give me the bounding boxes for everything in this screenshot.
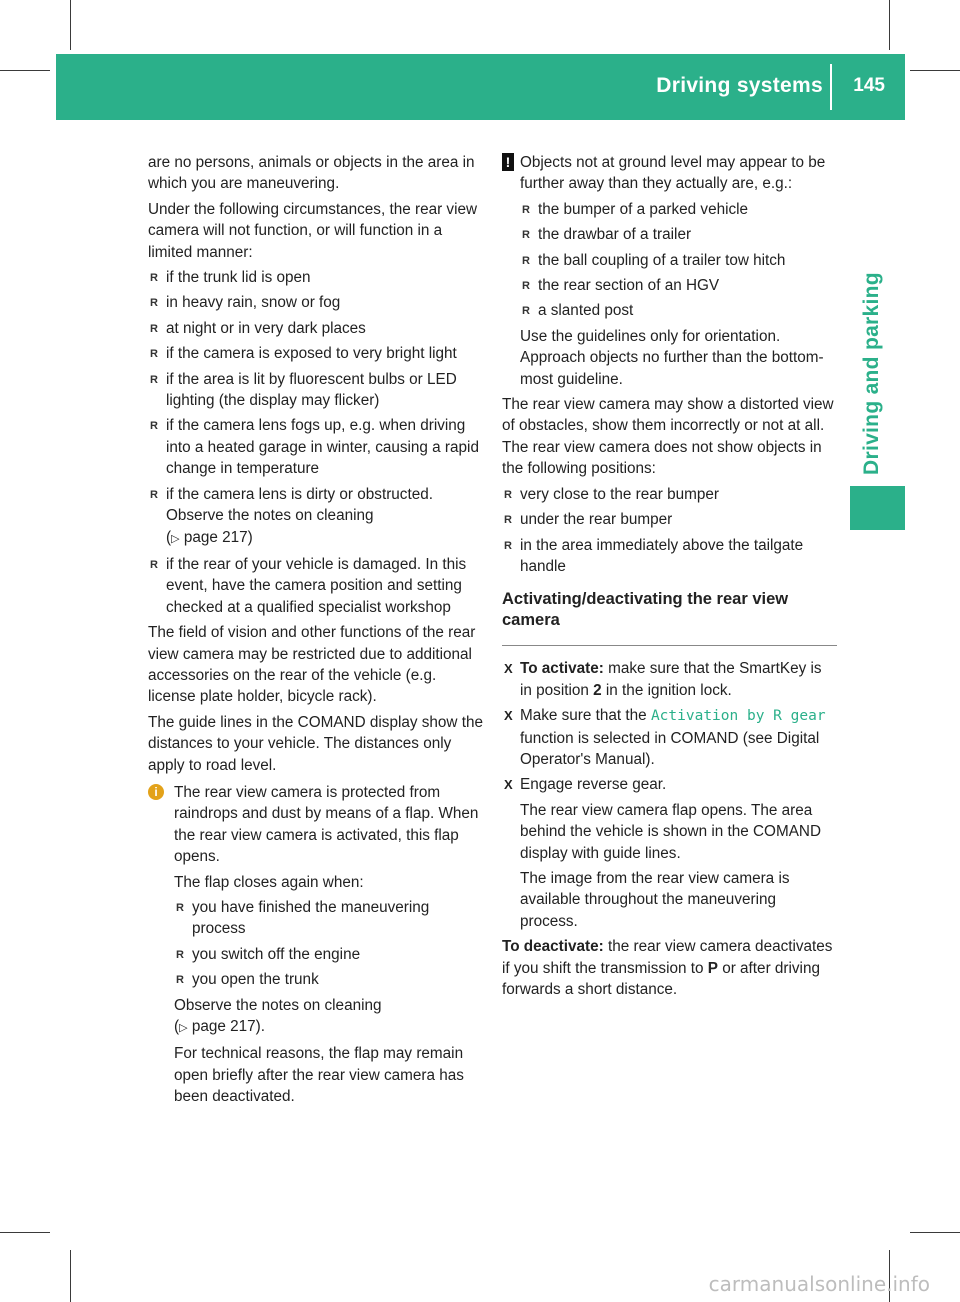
list-item: R very close to the rear bumper	[502, 484, 837, 505]
list-item-text: if the camera lens is dirty or obstructed. Observe the notes on cleaning	[166, 485, 433, 525]
list-item: R in heavy rain, snow or fog	[148, 292, 483, 313]
key-position: 2	[593, 681, 602, 699]
paragraph: The field of vision and other functions of the rear view camera may be restricted due to additional accessories on the rear of the vehicle (e.g. license plate holder, bicycle rack).	[148, 624, 476, 706]
crop-mark	[70, 1250, 71, 1302]
page-ref[interactable]: page 217).	[191, 1018, 265, 1036]
list-item: R under the rear bumper	[502, 509, 837, 530]
step-text: make sure that the SmartKey is in position	[520, 660, 822, 699]
list-item: R if the trunk lid is open	[148, 267, 483, 288]
step-label: To activate:	[520, 660, 604, 678]
list-item: R you have finished the maneuvering process	[174, 897, 483, 940]
list-item: R at night or in very dark places	[148, 318, 483, 339]
warning-text: Objects not at ground level may appear to be further away than they actually are, e.g.:	[520, 154, 826, 193]
list-item: R if the rear of your vehicle is damaged. In this event, have the camera position and setting checked at a qualified specialist workshop	[148, 554, 483, 618]
warning-text: Use the guidelines only for orientation. Approach objects no further than the bottom-most guideline.	[520, 327, 824, 388]
step-text: Make sure that the	[520, 707, 647, 725]
page-number: 145	[853, 75, 885, 96]
paragraph: The rear view camera may show a distorted view of obstacles, show them incorrectly or not at all. The rear view camera does not show objects in the following positions:	[502, 396, 834, 478]
deactivate-text: the rear view camera deactivates if you shift the transmission to	[502, 938, 833, 977]
section-title: Driving systems	[656, 74, 823, 97]
list-item: R the rear section of an HGV	[520, 275, 837, 296]
list-item: R if the camera lens fogs up, e.g. when driving into a heated garage in winter, causing a rapid change in temperature	[148, 415, 483, 479]
info-note	[148, 782, 483, 1108]
side-tab	[850, 120, 905, 485]
info-icon: i	[148, 784, 164, 800]
gear-position: P	[707, 959, 718, 977]
step-result: The image from the rear view camera is available throughout the maneuvering process.	[520, 869, 790, 930]
note-text: Observe the notes on cleaning (▷ page 217).	[174, 996, 382, 1036]
paragraph: Under the following circumstances, the rear view camera will not function, or will function in a limited manner:	[148, 200, 478, 261]
list-item: R if the camera is exposed to very bright light	[148, 343, 483, 364]
header-separator	[830, 64, 832, 110]
list-item: R the drawbar of a trailer	[520, 224, 837, 245]
note-text: For technical reasons, the flap may remain open briefly after the rear view camera has been deactivated.	[174, 1045, 464, 1106]
paragraph: The guide lines in the COMAND display show the distances to your vehicle. The distances only apply to road level.	[148, 713, 483, 774]
step-result: The rear view camera flap opens. The area behind the vehicle is shown in the COMAND display with guide lines.	[520, 801, 821, 862]
warning-note	[502, 152, 837, 390]
step-text: function is selected in COMAND (see Digital Operator's Manual).	[520, 729, 820, 768]
note-observe: Observe the notes on cleaning	[174, 996, 382, 1014]
list-item: R you open the trunk	[174, 969, 483, 990]
crop-mark	[910, 70, 960, 71]
deactivate-label: To deactivate:	[502, 938, 604, 956]
deactivate-text: or after driving forwards a short distance.	[502, 959, 820, 998]
warning-icon: !	[502, 153, 514, 171]
list-item: R in the area immediately above the tailgate handle	[502, 535, 837, 578]
paragraph: are no persons, animals or objects in the area in which you are maneuvering.	[148, 154, 475, 193]
side-tab-marker	[850, 486, 905, 530]
list-item: R if the area is lit by fluorescent bulbs or LED lighting (the display may flicker)	[148, 369, 483, 412]
list-item: R a slanted post	[520, 300, 837, 321]
crop-mark	[889, 0, 890, 50]
section-heading: Activating/deactivating the rear view camera	[502, 590, 789, 630]
step-item	[502, 658, 837, 701]
paragraph	[502, 936, 837, 1000]
step-text: in the ignition lock.	[605, 681, 732, 699]
right-column	[502, 152, 837, 1004]
left-column	[148, 152, 483, 1112]
crop-mark	[0, 1232, 50, 1233]
list-item: R the ball coupling of a trailer tow hitch	[520, 250, 837, 271]
side-tab-label: Driving and parking	[860, 272, 883, 475]
step-item: X Engage reverse gear.	[502, 774, 837, 795]
crop-mark	[0, 70, 50, 71]
page-ref[interactable]: page 217)	[183, 528, 253, 546]
page-ref-arrow-icon: ▷	[171, 532, 180, 545]
list-item: R the bumper of a parked vehicle	[520, 199, 837, 220]
note-text: The rear view camera is protected from raindrops and dust by means of a flap. When the rear view camera is activated, this flap opens.	[174, 783, 479, 866]
list-item: R if the camera lens is dirty or obstructed. Observe the notes on cleaning (▷ page 217)	[148, 484, 483, 550]
header-bar	[56, 54, 905, 120]
list-item: R you switch off the engine	[174, 944, 483, 965]
crop-mark	[910, 1232, 960, 1233]
crop-mark	[70, 0, 71, 50]
menu-function-name: Activation by R gear	[650, 708, 826, 725]
watermark: carmanualsonline.info	[708, 1272, 930, 1296]
step-item	[502, 705, 837, 770]
note-text: The flap closes again when:	[174, 873, 364, 891]
heading-rule	[502, 645, 837, 646]
page-ref-arrow-icon: ▷	[179, 1022, 188, 1035]
